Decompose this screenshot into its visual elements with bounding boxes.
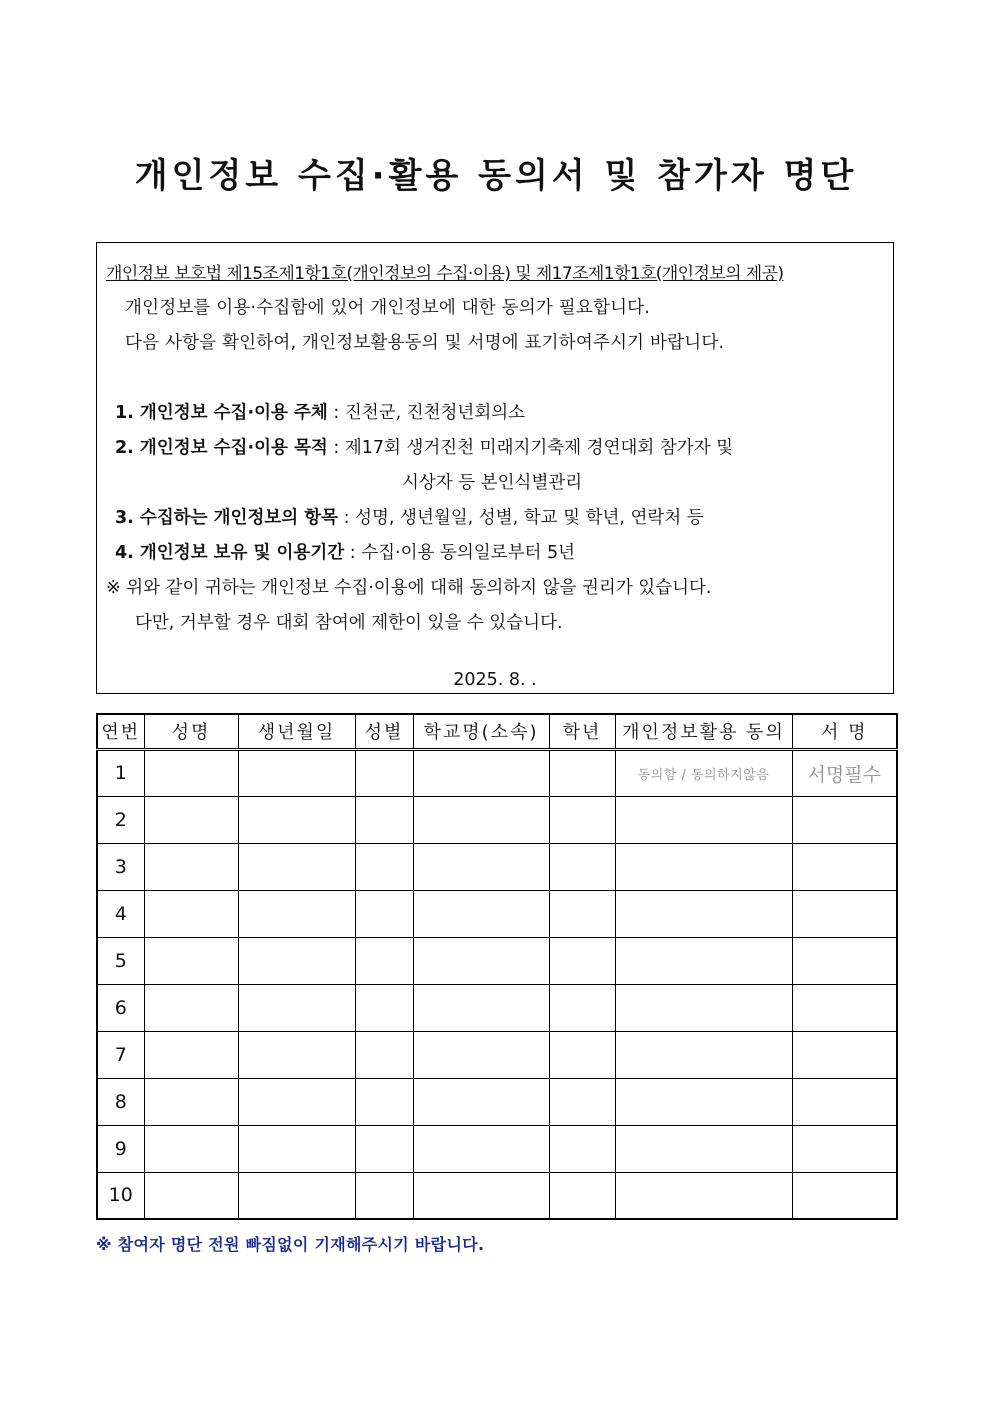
consent-cell[interactable] (615, 749, 792, 796)
gender-cell[interactable] (355, 843, 413, 890)
date-field[interactable]: 2025. 8. . (453, 670, 537, 690)
birthdate-cell[interactable] (238, 1172, 355, 1219)
signature-cell[interactable] (792, 796, 897, 843)
grade-cell[interactable] (549, 749, 615, 796)
column-header-grade: 학년 (549, 714, 615, 749)
signature-cell[interactable] (792, 890, 897, 937)
footnote: ※ 참여자 명단 전원 빠짐없이 기재해주시기 바랍니다. (96, 1235, 485, 1254)
school-cell[interactable] (413, 1125, 549, 1172)
consent-item-value: 제17회 생거진천 미래지기축제 경연대회 참가자 및 (344, 438, 734, 458)
table-row (97, 796, 897, 843)
birthdate-cell[interactable] (238, 1031, 355, 1078)
row-number: 5 (97, 937, 144, 984)
table-row (97, 937, 897, 984)
gender-cell[interactable] (355, 1031, 413, 1078)
consent-cell[interactable] (615, 937, 792, 984)
row-number: 8 (97, 1078, 144, 1125)
row-number: 9 (97, 1125, 144, 1172)
gender-cell[interactable] (355, 796, 413, 843)
consent-item-value: 성명, 생년월일, 성별, 학교 및 학년, 연락처 등 (355, 508, 704, 528)
row-number: 2 (97, 796, 144, 843)
grade-cell[interactable] (549, 1125, 615, 1172)
gender-cell[interactable] (355, 1125, 413, 1172)
consent-item-3: 3. 수집하는 개인정보의 항목 : 성명, 생년월일, 성별, 학교 및 학년, 연락처 등 (115, 508, 704, 528)
intro-line-2: 다음 사항을 확인하여, 개인정보활용동의 및 서명에 표기하여주시기 바랍니다. (125, 333, 725, 353)
birthdate-cell[interactable] (238, 843, 355, 890)
consent-cell[interactable] (615, 984, 792, 1031)
column-header-name: 성명 (144, 714, 238, 749)
school-cell[interactable] (413, 890, 549, 937)
row-number: 3 (97, 843, 144, 890)
table-row (97, 1125, 897, 1172)
name-cell[interactable] (144, 796, 238, 843)
column-header-gender: 성별 (355, 714, 413, 749)
column-header-birthdate: 생년월일 (238, 714, 355, 749)
birthdate-cell[interactable] (238, 749, 355, 796)
grade-cell[interactable] (549, 1078, 615, 1125)
school-cell[interactable] (413, 749, 549, 796)
signature-cell[interactable] (792, 749, 897, 796)
consent-item-2: 2. 개인정보 수집·이용 목적 : 제17회 생거진천 미래지기축제 경연대회 참가자 및 (115, 438, 734, 458)
gender-cell[interactable] (355, 937, 413, 984)
grade-cell[interactable] (549, 796, 615, 843)
birthdate-cell[interactable] (238, 984, 355, 1031)
name-cell[interactable] (144, 1031, 238, 1078)
signature-cell[interactable] (792, 1031, 897, 1078)
column-header-consent: 개인정보활용 동의 (615, 714, 792, 749)
consent-cell[interactable] (615, 890, 792, 937)
consent-item-1: 1. 개인정보 수집·이용 주체 : 진천군, 진천청년회의소 (115, 403, 526, 423)
grade-cell[interactable] (549, 1172, 615, 1219)
name-cell[interactable] (144, 1078, 238, 1125)
participant-table (96, 713, 898, 1220)
grade-cell[interactable] (549, 1031, 615, 1078)
consent-item-label: 1. 개인정보 수집·이용 주체 (115, 403, 328, 423)
name-cell[interactable] (144, 843, 238, 890)
signature-hint: 서명필수 (807, 763, 881, 786)
consent-item-value: 진천군, 진천청년회의소 (344, 403, 526, 423)
consent-box (96, 242, 894, 694)
signature-cell[interactable] (792, 937, 897, 984)
gender-cell[interactable] (355, 984, 413, 1031)
name-cell[interactable] (144, 749, 238, 796)
consent-cell[interactable] (615, 1172, 792, 1219)
column-header-no: 연번 (97, 714, 144, 749)
school-cell[interactable] (413, 937, 549, 984)
school-cell[interactable] (413, 796, 549, 843)
school-cell[interactable] (413, 984, 549, 1031)
grade-cell[interactable] (549, 984, 615, 1031)
row-number: 4 (97, 890, 144, 937)
school-cell[interactable] (413, 1172, 549, 1219)
law-reference: 개인정보 보호법 제15조제1항1호(개인정보의 수집·이용) 및 제17조제1항1호(개인정보의 제공) (106, 264, 784, 284)
name-cell[interactable] (144, 984, 238, 1031)
school-cell[interactable] (413, 843, 549, 890)
name-cell[interactable] (144, 1125, 238, 1172)
table-header-row (97, 714, 897, 749)
signature-cell[interactable] (792, 984, 897, 1031)
signature-cell[interactable] (792, 1125, 897, 1172)
school-cell[interactable] (413, 1078, 549, 1125)
table-row (97, 1172, 897, 1219)
birthdate-cell[interactable] (238, 890, 355, 937)
column-header-signature: 서 명 (792, 714, 897, 749)
gender-cell[interactable] (355, 1078, 413, 1125)
gender-cell[interactable] (355, 749, 413, 796)
grade-cell[interactable] (549, 937, 615, 984)
consent-cell[interactable] (615, 1125, 792, 1172)
consent-item-value: 수집·이용 동의일로부터 5년 (361, 543, 575, 563)
row-number: 6 (97, 984, 144, 1031)
name-cell[interactable] (144, 937, 238, 984)
name-cell[interactable] (144, 890, 238, 937)
notice-line-1: ※ 위와 같이 귀하는 개인정보 수집·이용에 대해 동의하지 않을 권리가 있습니다. (106, 578, 712, 598)
name-cell[interactable] (144, 1172, 238, 1219)
birthdate-cell[interactable] (238, 937, 355, 984)
row-number: 10 (97, 1172, 144, 1219)
consent-item-label: 4. 개인정보 보유 및 이용기간 (115, 543, 345, 563)
consent-cell[interactable] (615, 843, 792, 890)
birthdate-cell[interactable] (238, 1125, 355, 1172)
consent-cell[interactable] (615, 796, 792, 843)
table-row (97, 984, 897, 1031)
consent-item-4: 4. 개인정보 보유 및 이용기간 : 수집·이용 동의일로부터 5년 (115, 543, 575, 563)
table-row (97, 890, 897, 937)
school-cell[interactable] (413, 1031, 549, 1078)
consent-item-label: 3. 수집하는 개인정보의 항목 (115, 508, 339, 528)
table-row (97, 1031, 897, 1078)
page-title: 개인정보 수집·활용 동의서 및 참가자 명단 (134, 156, 858, 196)
grade-cell[interactable] (549, 890, 615, 937)
consent-item-2-continued: 시상자 등 본인식별관리 (402, 473, 583, 493)
table-row (97, 843, 897, 890)
birthdate-cell[interactable] (238, 1078, 355, 1125)
row-number: 7 (97, 1031, 144, 1078)
notice-line-2: 다만, 거부할 경우 대회 참여에 제한이 있을 수 있습니다. (135, 613, 563, 633)
consent-item-label: 2. 개인정보 수집·이용 목적 (115, 438, 328, 458)
signature-cell[interactable] (792, 1172, 897, 1219)
gender-cell[interactable] (355, 890, 413, 937)
signature-cell[interactable] (792, 1078, 897, 1125)
row-number: 1 (97, 749, 144, 796)
consent-cell[interactable] (615, 1031, 792, 1078)
consent-cell[interactable] (615, 1078, 792, 1125)
column-header-school: 학교명(소속) (413, 714, 549, 749)
table-row (97, 1078, 897, 1125)
consent-hint: 동의함 / 동의하지않음 (637, 768, 770, 783)
birthdate-cell[interactable] (238, 796, 355, 843)
table-row (97, 749, 897, 796)
intro-line-1: 개인정보를 이용·수집함에 있어 개인정보에 대한 동의가 필요합니다. (125, 298, 651, 318)
gender-cell[interactable] (355, 1172, 413, 1219)
grade-cell[interactable] (549, 843, 615, 890)
signature-cell[interactable] (792, 843, 897, 890)
